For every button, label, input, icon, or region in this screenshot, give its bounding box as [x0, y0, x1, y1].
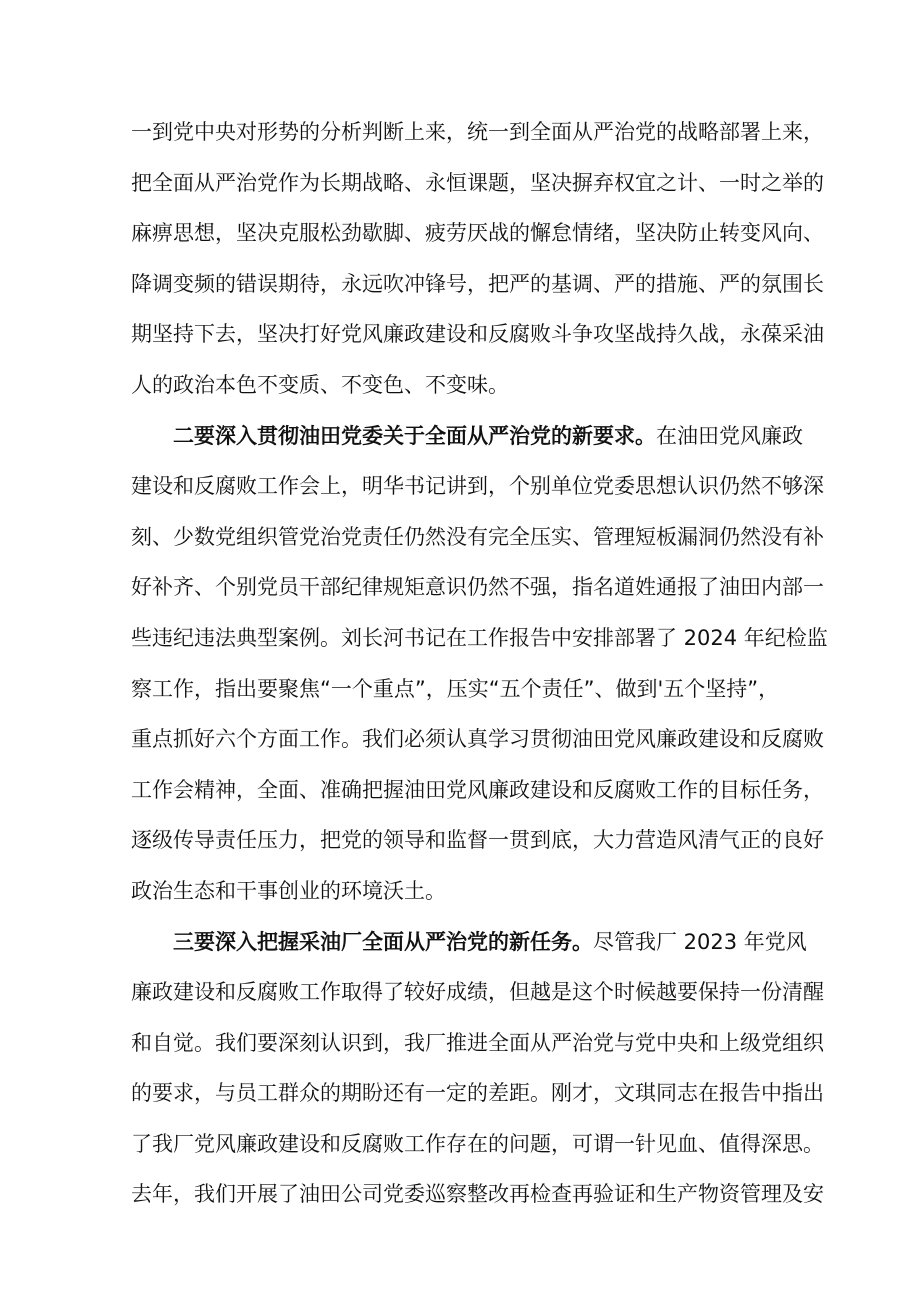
paragraph-lead-line: [131, 411, 811, 462]
text-line: 降调变频的错误期待，永远吹冲锋号，把严的基调、严的措施、严的氛围长: [131, 271, 824, 296]
paragraph-heading: 二要深入贯彻油田党委关于全面从严治党的新要求。: [173, 423, 656, 448]
text-line: 建设和反腐败工作会上，明华书记讲到，个别单位党委思想认识仍然不够深: [131, 474, 824, 499]
paragraph-lead-line: [131, 917, 811, 968]
text-line: 一到党中央对形势的分析判断上来，统一到全面从严治党的战略部署上来，: [131, 120, 824, 144]
text-line: 好补齐、个别党员干部纪律规矩意识仍然不强，指名道姓通报了油田内部一: [131, 575, 824, 600]
paragraph-lead-text: 在油田党风廉政: [656, 423, 803, 448]
document-body: [131, 107, 828, 1220]
paragraph-1: [131, 107, 824, 411]
text-line: 政治生态和干事创业的环境沃土。: [131, 878, 446, 903]
text-line: 去年，我们开展了油田公司党委巡察整改再检查再验证和生产物资管理及安: [131, 1182, 824, 1207]
text-line: 廉政建设和反腐败工作取得了较好成绩，但越是这个时候越要保持一份清醒: [131, 980, 824, 1005]
text-line: 期坚持下去，坚决打好党风廉政建设和反腐败斗争攻坚战持久战，永葆采油: [131, 322, 824, 347]
text-line: 麻痹思想，坚决克服松劲歇脚、疲劳厌战的懈怠情绪，坚决防止转变风向、: [131, 221, 824, 246]
text-line: 了我厂党风廉政建设和反腐败工作存在的问题，可谓一针见血、值得深思。: [131, 1131, 824, 1156]
text-line: 重点抓好六个方面工作。我们必须认真学习贯彻油田党风廉政建设和反腐败: [131, 727, 824, 752]
paragraph-heading: 三要深入把握采油厂全面从严治党的新任务。: [173, 929, 593, 954]
text-line: 刻、少数党组织管党治党责任仍然没有完全压实、管理短板漏洞仍然没有补: [131, 524, 824, 549]
paragraph-3: [131, 917, 824, 1221]
text-line: 人的政治本色不变质、不变色、不变味。: [131, 372, 509, 397]
text-line: 工作会精神，全面、准确把握油田党风廉政建设和反腐败工作的目标任务，: [131, 777, 824, 802]
text-line: 察工作，指出要聚焦“一个重点”，压实“五个责任”、做到'五个坚持”，: [131, 676, 780, 701]
text-line: 逐级传导责任压力，把党的领导和监督一贯到底，大力营造风清气正的良好: [131, 828, 824, 853]
paragraph-2: [131, 411, 828, 917]
text-line: 和自觉。我们要深刻认识到，我厂推进全面从严治党与党中央和上级党组织: [131, 1030, 824, 1055]
text-line: 的要求，与员工群众的期盼还有一定的差距。刚才，文琪同志在报告中指出: [131, 1081, 824, 1106]
paragraph-lead-text: 尽管我厂 2023 年党风: [593, 929, 807, 954]
text-line: 些违纪违法典型案例。刘长河书记在工作报告中安排部署了 2024 年纪检监: [131, 625, 828, 650]
text-line: 把全面从严治党作为长期战略、永恒课题，坚决摒弃权宜之计、一时之举的: [131, 170, 824, 195]
